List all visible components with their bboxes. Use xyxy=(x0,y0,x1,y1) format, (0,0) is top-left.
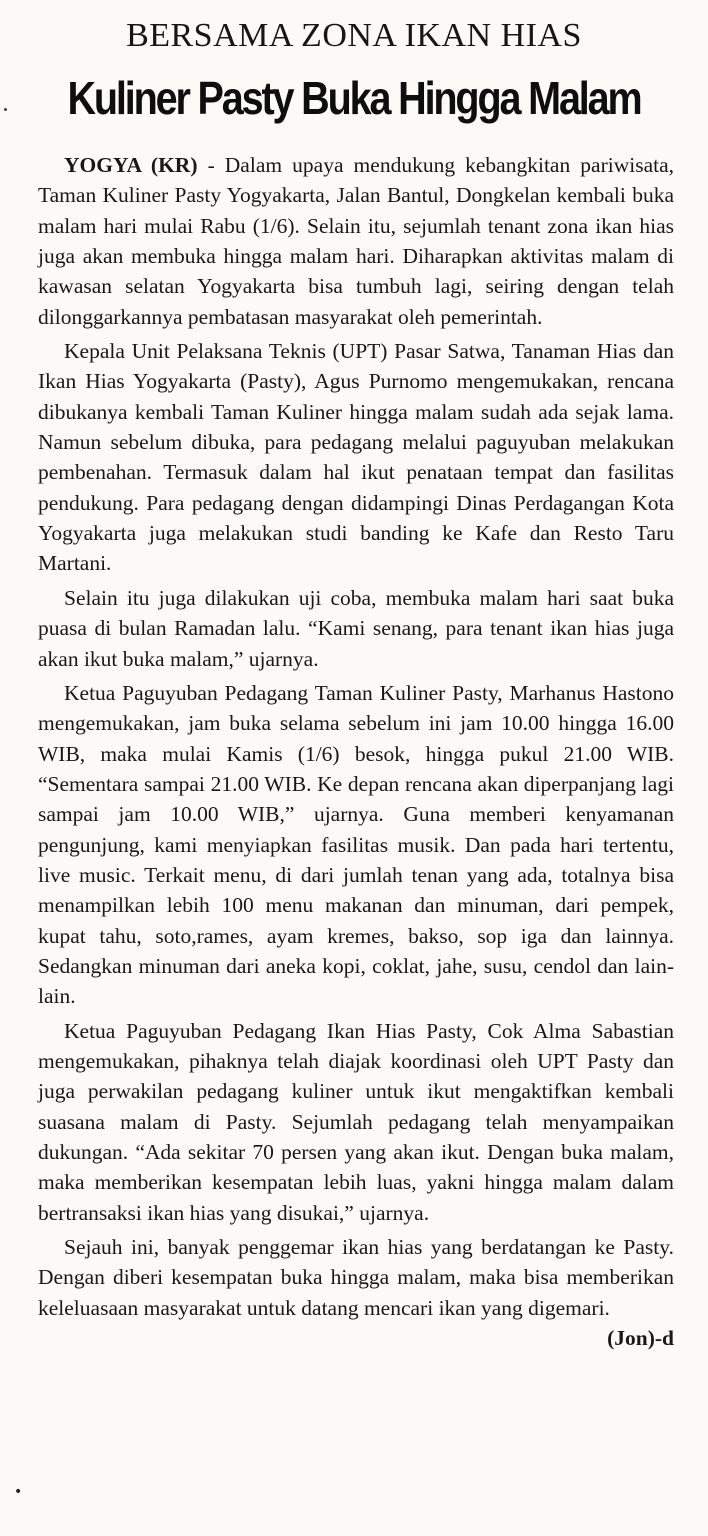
article-body xyxy=(38,150,674,1353)
print-speck xyxy=(4,108,7,111)
paragraph-5: Ketua Paguyuban Pedagang Ikan Hias Pasty, Cok Alma Sabastian mengemukakan, pihaknya telah diajak koordinasi oleh UPT Pasty dan juga perwakilan pedagang kuliner untuk ikut mengaktifkan kembali suasana malam di Pasty. Sejumlah pedagang telah menyampaikan dukungan. “Ada sekitar 70 persen yang akan ikut. Dengan buka malam, maka memberikan kesempatan lebih luas, yakni hingga malam dalam bertransaksi ikan hias yang disukai,” ujarnya. xyxy=(38,1018,674,1225)
byline: (Jon)-d xyxy=(607,1326,674,1351)
margin-bullet: • xyxy=(14,1484,23,1500)
dateline: YOGYA (KR) xyxy=(64,153,198,177)
paragraph-3: Selain itu juga dilakukan uji coba, membuka malam hari saat buka puasa di bulan Ramadan lalu. “Kami senang, para tenant ikan hias juga akan ikut buka malam,” ujarnya. xyxy=(38,585,674,671)
paragraph-1 xyxy=(38,150,674,332)
paragraph-4: Ketua Paguyuban Pedagang Taman Kuliner Pasty, Marhanus Hastono mengemukakan, jam buka selama sebelum ini jam 10.00 hingga 16.00 WIB, maka mulai Kamis (1/6) besok, hingga pukul 21.00 WIB. “Sementara sampai 21.00 WIB. Ke depan rencana akan diperpanjang lagi sampai jam 10.00 WIB,” ujarnya. Guna memberi kenyamanan pengunjung, kami menyiapkan fasilitas musik. Dan pada hari tertentu, live music. Terkait menu, di dari jumlah tenan yang ada, totalnya bisa menampilkan lebih 100 menu makanan dan minuman, dari pempek, kupat tahu, soto,rames, ayam kremes, bakso, sop iga dan lainnya. Sedangkan minuman dari aneka kopi, coklat, jahe, susu, cendol dan lain-lain. xyxy=(38,680,674,1009)
article-headline: Kuliner Pasty Buka Hingga Malam xyxy=(67,72,641,124)
paragraph-6-text: Sejauh ini, banyak penggemar ikan hias yang berdatangan ke Pasty. Dengan diberi kesempatan buka hingga malam, maka bisa memberikan keleluasaan masyarakat untuk datang mencari ikan yang digemari. xyxy=(38,1235,674,1320)
article-kicker: BERSAMA ZONA IKAN HIAS xyxy=(126,17,582,54)
paragraph-1-text: - Dalam upaya mendukung kebangkitan pariwisata, Taman Kuliner Pasty Yogyakarta, Jalan Bantul, Dongkelan kembali buka malam hari mulai Rabu (1/6). Selain itu, sejumlah tenant zona ikan hias juga akan membuka hingga malam hari. Diharapkan aktivitas malam di kawasan selatan Yogyakarta bisa tumbuh lagi, seiring dengan telah dilonggarkannya pembatasan masyarakat oleh pemerintah. xyxy=(38,153,674,329)
paragraph-6 xyxy=(38,1232,674,1351)
paragraph-2: Kepala Unit Pelaksana Teknis (UPT) Pasar Satwa, Tanaman Hias dan Ikan Hias Yogyakarta (Pasty), Agus Purnomo mengemukakan, rencana dibukanya kembali Taman Kuliner hingga malam sudah ada sejak lama. Namun sebelum dibuka, para pedagang melalui paguyuban melakukan pembenahan. Termasuk dalam hal ikut penataan tempat dan fasilitas pendukung. Para pedagang dengan didampingi Dinas Perdagangan Kota Yogyakarta juga melakukan studi banding ke Kafe dan Resto Taru Martani. xyxy=(38,339,674,576)
